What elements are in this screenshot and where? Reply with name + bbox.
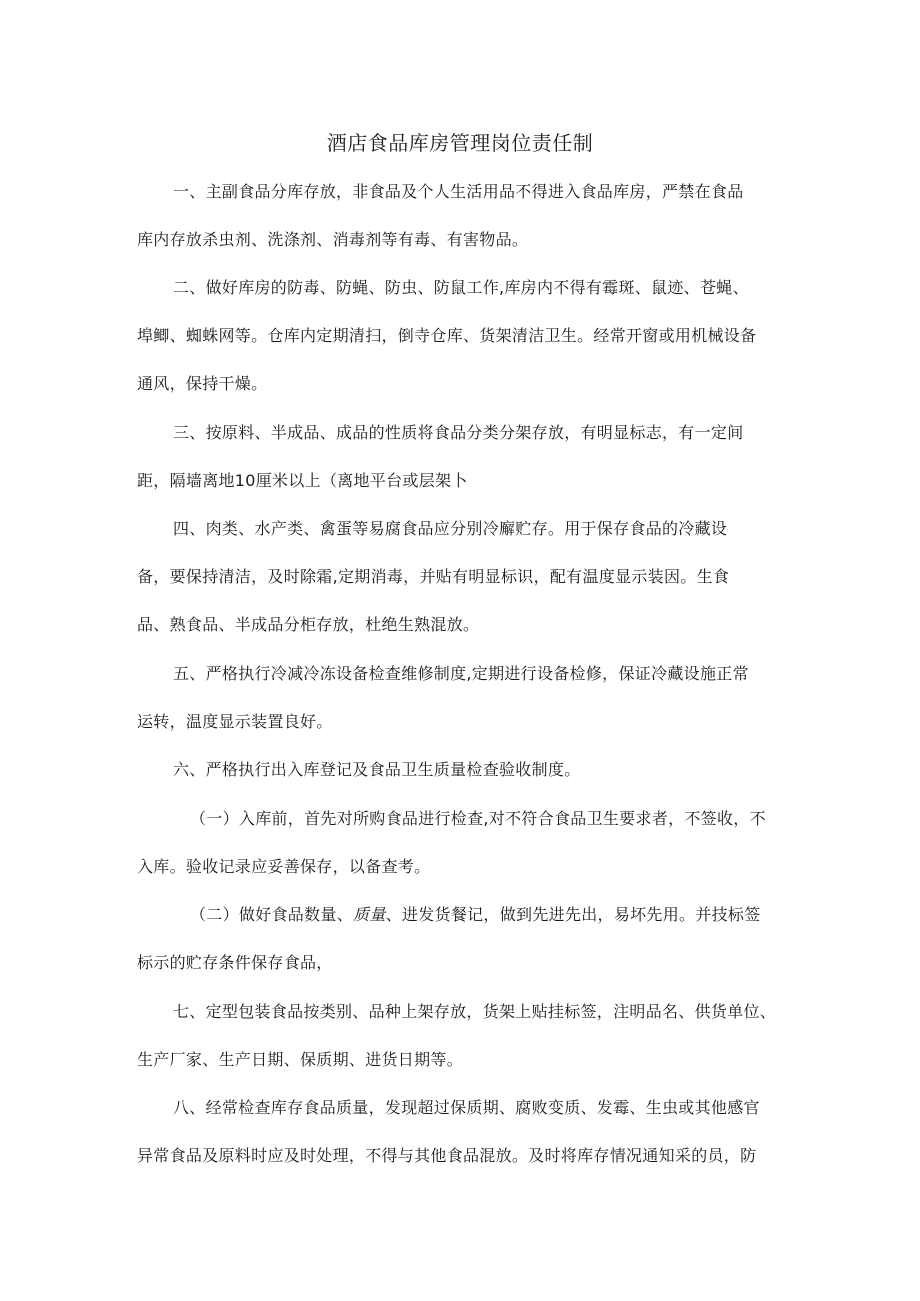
paragraph-2-line-3: 通风，保持干燥。 [137,374,268,393]
paragraph-7-line-2: 生产厂家、生产日期、保质期、进货日期等。 [137,1050,464,1069]
paragraph-1-line-1: 一、主副食品分库存放，非食品及个人生活用品不得进入食品库房，严禁在食品 [173,182,744,201]
paragraph-6-line-1: 六、严格执行出入库登记及食品卫生质量检查验收制度。 [173,760,581,779]
paragraph-1-line-2: 库内存放杀虫剂、洗涤剂、消毒剂等有毒、有害物品。 [137,230,529,249]
paragraph-5-line-1: 五、严格执行冷减冷冻设备检查维修制度,定期进行设备检修，保证冷藏设施正常 [173,664,749,683]
paragraph-6-1-line-1: （一）入库前，首先对所购食品进行检查,对不符合食品卫生要求者，不签收，不 [190,809,766,828]
paragraph-6-2-line-2: 标示的贮存条件保存食品， [137,953,333,972]
paragraph-4-line-3: 品、熟食品、半成品分柜存放，杜绝生熟混放。 [137,615,480,634]
document-title: 酒店食品库房管理岗位责任制 [326,131,594,155]
paragraph-3-line-2: 距，隔墙离地10厘米以上（离地平台或层架卜 [137,471,468,490]
paragraph-2-line-1: 二、做好库房的防毒、防蝇、防虫、防鼠工作,库房内不得有霉斑、鼠迹、苍蝇、 [173,278,749,297]
paragraph-6-2-segment-a: （二）做好食品数量、 [190,905,354,924]
paragraph-4-line-1: 四、肉类、水产类、禽蛋等易腐食品应分别冷廨贮存。用于保存食品的冷藏设 [173,519,728,538]
paragraph-6-2-italic-word: 质量 [353,905,386,924]
paragraph-3-line-1: 三、按原料、半成品、成品的性质将食品分类分架存放，有明显标志，有一定间 [173,423,744,442]
paragraph-6-2-line-1 [190,903,761,927]
paragraph-6-2-segment-b: 、进发货餐记，做到先进先出，易坏先用。并技标签 [385,905,761,924]
paragraph-4-line-2: 备，要保持清洁，及时除霜,定期消毒，并贴有明显标识，配有温度显示装因。生食 [137,567,730,586]
paragraph-6-1-line-2: 入库。验收记录应妥善保存，以备查考。 [137,857,431,876]
paragraph-5-line-2: 运转，温度显示装置良好。 [137,712,333,731]
paragraph-2-line-2: 埠鲫、蜘蛛网等。仓库内定期清扫，倒寺仓库、货架清洁卫生。经常开窗或用机械设备 [137,326,757,345]
paragraph-8-line-1: 八、经常检查库存食品质量，发现超过保质期、腐败变质、发霉、生虫或其他感官 [173,1098,760,1117]
paragraph-7-line-1: 七、定型包装食品按类别、品种上架存放，货架上贴挂标签，注明品名、供货单位、 [173,1002,777,1021]
paragraph-8-line-2: 异常食品及原料时应及时处理，不得与其他食品混放。及时将库存情况通知采的员，防 [137,1146,757,1165]
